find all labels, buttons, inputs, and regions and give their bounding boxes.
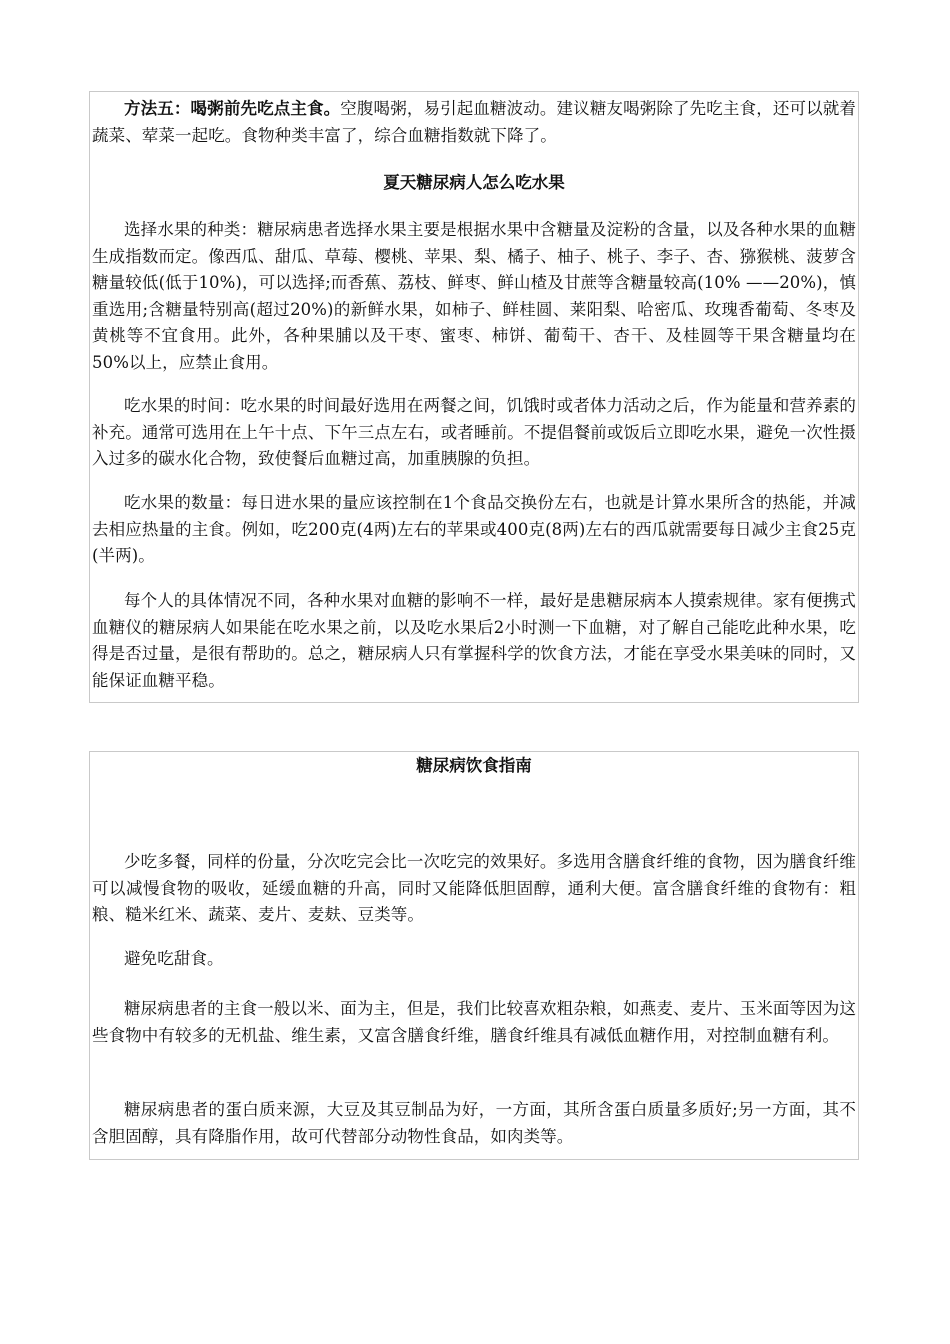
article-box-diet-guide — [89, 751, 859, 1160]
fruit-individual-paragraph: 每个人的具体情况不同，各种水果对血糖的影响不一样，最好是患糖尿病本人摸索规律。家有便携式血糖仪的糖尿病人如果能在吃水果之前，以及吃水果后2小时测一下血糖，对了解自己能吃此种水果，吃得是否过量，是很有帮助的。总之，糖尿病人只有掌握科学的饮食方法，才能在享受水果美味的同时，又能保证血糖平稳。 — [92, 591, 856, 690]
method-five-paragraph — [92, 96, 856, 149]
fruit-timing-paragraph: 吃水果的时间：吃水果的时间最好选用在两餐之间，饥饿时或者体力活动之后，作为能量和营养素的补充。通常可选用在上午十点、下午三点左右，或者睡前。不提倡餐前或饭后立即吃水果，避免一次性摄入过多的碳水化合物，致使餐后血糖过高，加重胰腺的负担。 — [92, 396, 856, 468]
fruit-quantity-paragraph: 吃水果的数量：每日进水果的量应该控制在1个食品交换份左右，也就是计算水果所含的热能，并减去相应热量的主食。例如，吃200克(4两)左右的苹果或400克(8两)左右的西瓜就需要每日减少主食25克(半两)。 — [92, 493, 856, 565]
article-box-fruit — [89, 91, 859, 703]
method-five-text: 空腹喝粥，易引起血糖波动。建议糖友喝粥除了先吃主食，还可以就着蔬菜、荤菜一起吃。食物种类丰富了，综合血糖指数就下降了。 — [92, 99, 856, 145]
diet-fiber-paragraph: 少吃多餐，同样的份量，分次吃完会比一次吃完的效果好。多选用含膳食纤维的食物，因为膳食纤维可以减慢食物的吸收，延缓血糖的升高，同时又能降低胆固醇，通利大便。富含膳食纤维的食物有：粗粮、糙米红米、蔬菜、麦片、麦麸、豆类等。 — [92, 852, 856, 924]
fruit-section-title: 夏天糖尿病人怎么吃水果 — [383, 173, 565, 192]
diet-guide-title: 糖尿病饮食指南 — [416, 756, 532, 775]
diet-staple-paragraph: 糖尿病患者的主食一般以米、面为主，但是，我们比较喜欢粗杂粮，如燕麦、麦片、玉米面等因为这些食物中有较多的无机盐、维生素，又富含膳食纤维，膳食纤维具有减低血糖作用，对控制血糖有利。 — [92, 999, 856, 1045]
diet-sweets-paragraph: 避免吃甜食。 — [124, 949, 224, 968]
method-five-lead: 方法五：喝粥前先吃点主食。 — [124, 99, 341, 118]
diet-protein-paragraph: 糖尿病患者的蛋白质来源，大豆及其豆制品为好，一方面，其所含蛋白质量多质好;另一方面，其不含胆固醇，具有降脂作用，故可代替部分动物性食品，如肉类等。 — [92, 1100, 856, 1146]
fruit-choice-paragraph: 选择水果的种类：糖尿病患者选择水果主要是根据水果中含糖量及淀粉的含量，以及各种水果的血糖生成指数而定。像西瓜、甜瓜、草莓、樱桃、苹果、梨、橘子、柚子、桃子、李子、杏、猕猴桃、菠萝含糖量较低(低于10%)，可以选择;而香蕉、荔枝、鲜枣、鲜山楂及甘蔗等含糖量较高(10% ——20%)，慎重选用;含糖量特别高(超过20%)的新鲜水果，如柿子、鲜桂圆、莱阳梨、哈密瓜、玫瑰香葡萄、冬枣及黄桃等不宜食用。此外，各种果脯以及干枣、蜜枣、柿饼、葡萄干、杏干、及桂圆等干果含糖量均在50%以上，应禁止食用。 — [92, 220, 856, 372]
